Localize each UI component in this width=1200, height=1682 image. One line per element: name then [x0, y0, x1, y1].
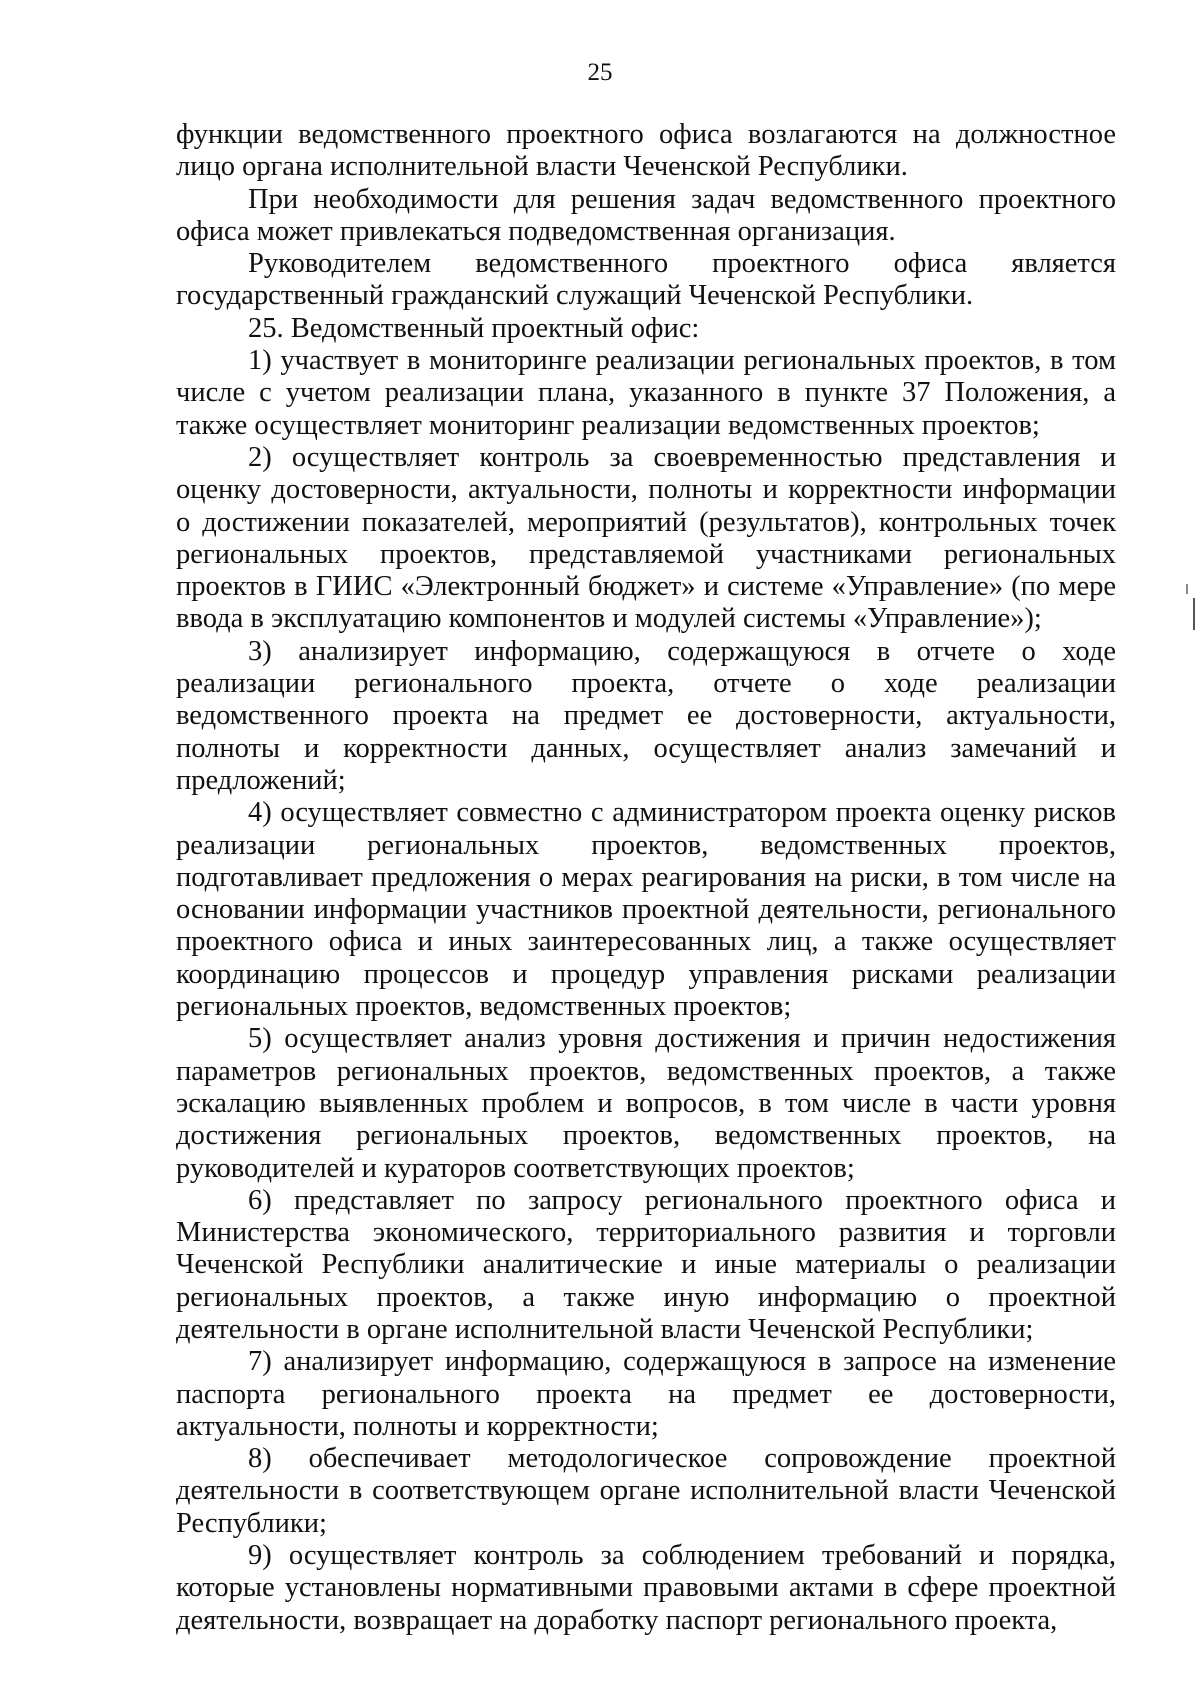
list-item: 7) анализирует информацию, содержащуюся в запросе на изменение паспорта регионального проекта на предмет ее достоверности, актуальности, полноты и корректности;: [176, 1346, 1116, 1442]
section-heading: 25. Ведомственный проектный офис:: [248, 312, 700, 344]
list-item: 3) анализирует информацию, содержащуюся в отчете о ходе реализации регионального проекта, отчете о ходе реализации ведомственного проекта на предмет ее достоверности, актуальности, полноты и корректности данных, осуществляет анализ замечаний и предложений;: [176, 635, 1116, 796]
paragraph: При необходимости для решения задач ведомственного проектного офиса может привлекаться подведомственная организация.: [176, 183, 1116, 247]
page-number: 25: [587, 59, 613, 86]
paragraph: Руководителем ведомственного проектного офиса является государственный гражданский служащий Чеченской Республики.: [176, 248, 1116, 312]
list-item: 8) обеспечивает методологическое сопровождение проектной деятельности в соответствующем органе исполнительной власти Чеченской Республики;: [176, 1443, 1116, 1539]
list-item: 2) осуществляет контроль за своевременностью представления и оценку достоверности, актуальности, полноты и корректности информации о достижении показателей, мероприятий (результатов), контрольных точек региональных проектов, представляемой участниками региональных проектов в ГИИС «Электронный бюджет» и системе «Управление» (по мере ввода в эксплуатацию компонентов и модулей системы «Управление»);: [176, 441, 1116, 635]
list-item: 9) осуществляет контроль за соблюдением требований и порядка, которые установлены нормативными правовыми актами в сфере проектной деятельности, возвращает на доработку паспорт регионального проекта,: [176, 1540, 1116, 1636]
list-item: 5) осуществляет анализ уровня достижения и причин недостижения параметров региональных проектов, ведомственных проектов, а также эскалацию выявленных проблем и вопросов, в том числе в части уровня достижения региональных проектов, ведомственных проектов, на руководителей и кураторов соответствующих проектов;: [176, 1023, 1116, 1184]
paragraph-continuation: функции ведомственного проектного офиса возлагаются на должностное лицо органа исполнительной власти Чеченской Республики.: [176, 119, 1116, 183]
scan-mark: [1186, 584, 1188, 594]
document-body: [176, 119, 1116, 1637]
list-item: 4) осуществляет совместно с администратором проекта оценку рисков реализации региональных проектов, ведомственных проектов, подготавливает предложения о мерах реагирования на риски, в том числе на основании информации участников проектной деятельности, регионального проектного офиса и иных заинтересованных лиц, а также осуществляет координацию процессов и процедур управления рисками реализации региональных проектов, ведомственных проектов;: [176, 797, 1116, 1023]
list-item: 6) представляет по запросу регионального проектного офиса и Министерства экономического, территориального развития и торговли Чеченской Республики аналитические и иные материалы о реализации региональных проектов, а также иную информацию о проектной деятельности в органе исполнительной власти Чеченской Республики;: [176, 1184, 1116, 1345]
list-item: 1) участвует в мониторинге реализации региональных проектов, в том числе с учетом реализации плана, указанного в пункте 37 Положения, а также осуществляет мониторинг реализации ведомственных проектов;: [176, 345, 1116, 441]
scan-mark: [1193, 598, 1195, 630]
